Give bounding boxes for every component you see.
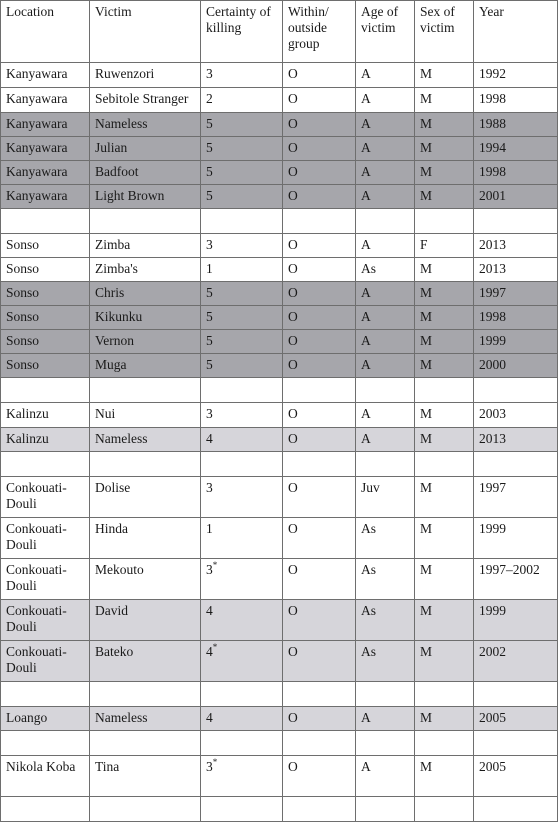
cell-location: Kanyawara [1,185,90,209]
table-spacer-row [1,452,558,477]
cell-location: Sonso [1,330,90,354]
cell-certainty: 4 [201,428,283,452]
cell-year: 1997–2002 [474,559,558,600]
table-row [1,234,558,258]
cell-victim: Bateko [90,641,201,682]
table-row [1,185,558,209]
cell-age: A [356,161,415,185]
cell-year: 1994 [474,137,558,161]
cell-age [356,452,415,477]
cell-victim [90,209,201,234]
cell-certainty: 3 [201,477,283,518]
cell-age: A [356,88,415,113]
cell-age: Juv [356,477,415,518]
cell-location: Sonso [1,282,90,306]
table-row [1,63,558,88]
cell-group: O [283,518,356,559]
cell-certainty [201,209,283,234]
cell-location: Kanyawara [1,63,90,88]
cell-sex: M [415,428,474,452]
cell-sex: M [415,707,474,731]
cell-group: O [283,354,356,378]
cell-victim: Nameless [90,428,201,452]
cell-sex: M [415,756,474,797]
cell-certainty: 1 [201,258,283,282]
cell-certainty: 5 [201,330,283,354]
column-header-location: Location [1,1,90,63]
cell-age [356,682,415,707]
cell-certainty: 4* [201,641,283,682]
cell-year: 1997 [474,477,558,518]
cell-location: Conkouati-Douli [1,641,90,682]
cell-victim [90,378,201,403]
cell-year: 1998 [474,306,558,330]
table-row [1,518,558,559]
column-header-age: Age of victim [356,1,415,63]
cell-group [283,797,356,822]
cell-group: O [283,137,356,161]
table-row [1,428,558,452]
cell-certainty [201,452,283,477]
table-body [1,63,558,822]
cell-location: Sonso [1,354,90,378]
cell-group [283,209,356,234]
column-header-sex: Sex of victim [415,1,474,63]
cell-age: A [356,756,415,797]
cell-location: Kanyawara [1,161,90,185]
cell-sex: M [415,518,474,559]
cell-group: O [283,88,356,113]
cell-age [356,209,415,234]
cell-year: 2013 [474,234,558,258]
cell-group [283,452,356,477]
cell-sex: M [415,137,474,161]
cell-victim: Julian [90,137,201,161]
table-row [1,258,558,282]
table-row [1,306,558,330]
cell-location: Kalinzu [1,403,90,428]
cell-victim: Dolise [90,477,201,518]
cell-year: 1998 [474,88,558,113]
cell-year [474,452,558,477]
cell-sex: F [415,234,474,258]
cell-location: Sonso [1,258,90,282]
cell-certainty: 5 [201,282,283,306]
cell-certainty: 5 [201,161,283,185]
table-row [1,282,558,306]
cell-age: As [356,559,415,600]
cell-sex: M [415,559,474,600]
cell-group: O [283,559,356,600]
cell-certainty: 5 [201,137,283,161]
cell-year [474,209,558,234]
cell-age [356,731,415,756]
table-spacer-row [1,378,558,403]
cell-age: As [356,600,415,641]
cell-certainty: 1 [201,518,283,559]
cell-location [1,731,90,756]
column-header-group: Within/ outside group [283,1,356,63]
cell-age: A [356,306,415,330]
cell-age: A [356,428,415,452]
cell-sex: M [415,641,474,682]
cell-sex: M [415,354,474,378]
cell-age: A [356,354,415,378]
column-header-certainty: Certainty of killing [201,1,283,63]
cell-age: A [356,707,415,731]
table-row [1,354,558,378]
cell-victim: Ruwenzori [90,63,201,88]
cell-certainty: 3* [201,559,283,600]
cell-sex [415,682,474,707]
cell-location: Conkouati-Douli [1,518,90,559]
cell-sex: M [415,306,474,330]
cell-location: Sonso [1,234,90,258]
cell-year: 1999 [474,330,558,354]
cell-group: O [283,258,356,282]
cell-victim: Hinda [90,518,201,559]
cell-group: O [283,403,356,428]
cell-age: A [356,282,415,306]
table-spacer-row [1,209,558,234]
table-spacer-row [1,682,558,707]
cell-group: O [283,234,356,258]
cell-victim: Mekouto [90,559,201,600]
cell-certainty [201,797,283,822]
cell-year [474,378,558,403]
cell-location [1,209,90,234]
cell-year [474,797,558,822]
table-row [1,403,558,428]
cell-sex: M [415,330,474,354]
table-row [1,600,558,641]
cell-age: A [356,63,415,88]
cell-year: 1988 [474,113,558,137]
cell-group: O [283,161,356,185]
table-row [1,330,558,354]
cell-group: O [283,641,356,682]
cell-age: A [356,185,415,209]
cell-year: 2000 [474,354,558,378]
cell-victim [90,682,201,707]
cell-group: O [283,306,356,330]
cell-certainty: 5 [201,113,283,137]
cell-certainty: 3 [201,63,283,88]
cell-year: 1992 [474,63,558,88]
table-row [1,113,558,137]
cell-age: A [356,113,415,137]
cell-age: A [356,137,415,161]
cell-age [356,378,415,403]
cell-location: Loango [1,707,90,731]
cell-victim: Kikunku [90,306,201,330]
cell-group: O [283,63,356,88]
cell-sex: M [415,185,474,209]
cell-certainty: 5 [201,306,283,330]
cell-year: 1998 [474,161,558,185]
cell-certainty [201,731,283,756]
cell-year [474,731,558,756]
cell-age: As [356,258,415,282]
cell-age [356,797,415,822]
table-row [1,756,558,797]
cell-sex: M [415,161,474,185]
cell-group: O [283,756,356,797]
cell-location: Kalinzu [1,428,90,452]
cell-age: A [356,403,415,428]
cell-location [1,797,90,822]
column-header-victim: Victim [90,1,201,63]
cell-victim [90,452,201,477]
cell-certainty: 5 [201,185,283,209]
cell-group: O [283,477,356,518]
cell-location [1,378,90,403]
cell-sex [415,731,474,756]
cell-victim: Vernon [90,330,201,354]
cell-year: 1999 [474,600,558,641]
column-header-year: Year [474,1,558,63]
table-spacer-row [1,797,558,822]
cell-victim: Nui [90,403,201,428]
cell-sex [415,209,474,234]
cell-sex [415,452,474,477]
cell-group: O [283,428,356,452]
cell-location: Kanyawara [1,88,90,113]
cell-sex: M [415,403,474,428]
cell-group [283,378,356,403]
cell-location: Conkouati-Douli [1,477,90,518]
cell-year: 1997 [474,282,558,306]
cell-sex: M [415,88,474,113]
cell-age: A [356,330,415,354]
table-row [1,477,558,518]
table-spacer-row [1,731,558,756]
cell-sex: M [415,258,474,282]
cell-year: 2005 [474,756,558,797]
cell-group: O [283,707,356,731]
cell-group: O [283,113,356,137]
cell-location [1,452,90,477]
cell-year: 2013 [474,258,558,282]
cell-victim: Sebitole Stranger [90,88,201,113]
cell-certainty [201,682,283,707]
cell-victim: Zimba's [90,258,201,282]
cell-certainty: 4 [201,600,283,641]
cell-year: 2002 [474,641,558,682]
cell-location [1,682,90,707]
cell-sex: M [415,63,474,88]
cell-victim: Light Brown [90,185,201,209]
cell-group [283,731,356,756]
cell-victim: Nameless [90,707,201,731]
table-row [1,88,558,113]
cell-victim: Muga [90,354,201,378]
cell-victim [90,797,201,822]
cell-victim [90,731,201,756]
cell-sex: M [415,282,474,306]
cell-certainty [201,378,283,403]
cell-certainty: 2 [201,88,283,113]
cell-group: O [283,185,356,209]
cell-group: O [283,600,356,641]
cell-year: 2013 [474,428,558,452]
cell-year: 2001 [474,185,558,209]
cell-victim: Nameless [90,113,201,137]
table-row [1,707,558,731]
cell-certainty: 3* [201,756,283,797]
cell-location: Kanyawara [1,113,90,137]
cell-year [474,682,558,707]
cell-victim: Zimba [90,234,201,258]
cell-group: O [283,330,356,354]
cell-victim: Chris [90,282,201,306]
cell-age: As [356,641,415,682]
cell-certainty: 5 [201,354,283,378]
cell-certainty: 3 [201,234,283,258]
cell-group: O [283,282,356,306]
table-row [1,641,558,682]
cell-victim: Badfoot [90,161,201,185]
table-header-row [1,1,558,63]
cell-sex [415,378,474,403]
cell-location: Conkouati-Douli [1,559,90,600]
table-row [1,559,558,600]
cell-group [283,682,356,707]
cell-sex [415,797,474,822]
cell-sex: M [415,477,474,518]
table-row [1,161,558,185]
cell-location: Kanyawara [1,137,90,161]
table-row [1,137,558,161]
cell-location: Conkouati-Douli [1,600,90,641]
cell-sex: M [415,113,474,137]
cell-age: As [356,518,415,559]
cell-victim: Tina [90,756,201,797]
cell-year: 1999 [474,518,558,559]
cell-year: 2005 [474,707,558,731]
cell-year: 2003 [474,403,558,428]
cell-location: Sonso [1,306,90,330]
cell-certainty: 4 [201,707,283,731]
cell-age: A [356,234,415,258]
cell-sex: M [415,600,474,641]
cell-location: Nikola Koba [1,756,90,797]
cell-certainty: 3 [201,403,283,428]
cell-victim: David [90,600,201,641]
